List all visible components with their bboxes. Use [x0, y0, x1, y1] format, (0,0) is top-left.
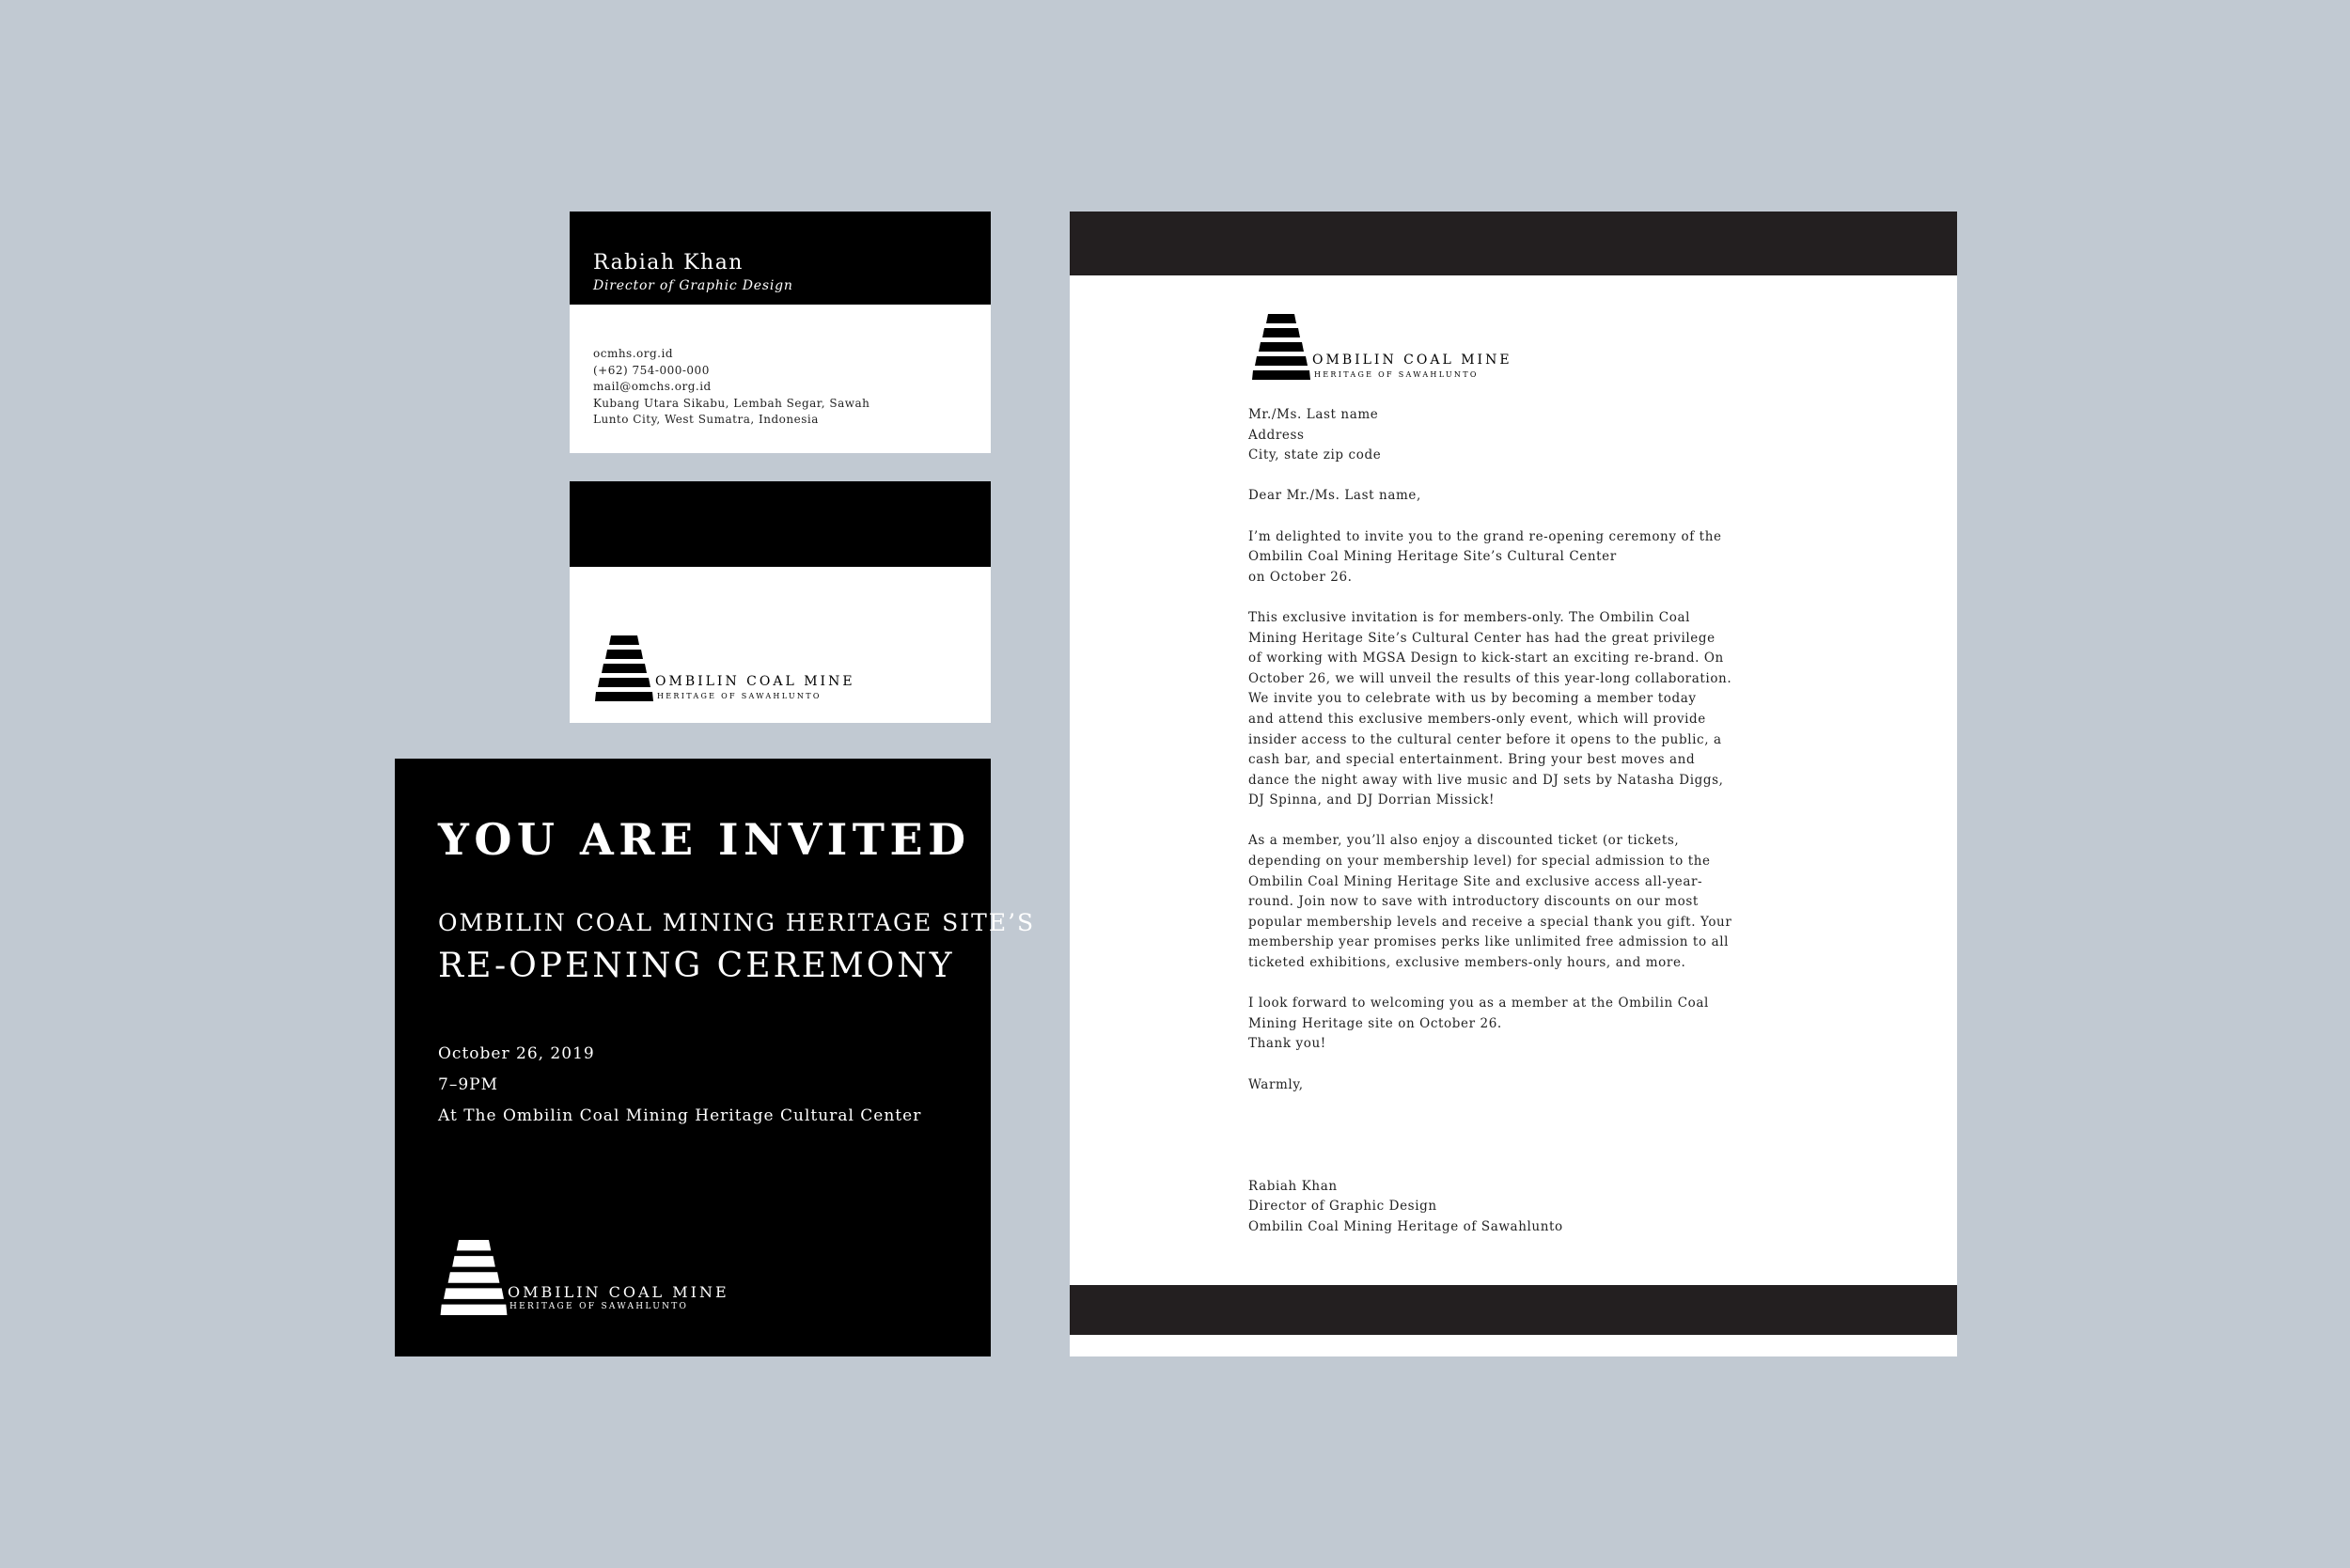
paragraph-line: depending on your membership level) for special admission to the — [1248, 854, 1711, 870]
logo-name: OMBILIN COAL MINE — [1312, 353, 1512, 368]
paragraph-line: I look forward to welcoming you as a member at the Ombilin Coal — [1248, 996, 1709, 1011]
card-address-line1: Kubang Utara Sikabu, Lembah Segar, Sawah — [593, 396, 870, 410]
business-card-back — [570, 481, 991, 723]
card-address-line2: Lunto City, West Sumatra, Indonesia — [593, 413, 819, 426]
signature-name: Rabiah Khan — [1248, 1178, 1338, 1194]
letterhead-logo — [1252, 314, 1534, 382]
invitation-venue: At The Ombilin Coal Mining Heritage Cultural Center — [438, 1106, 922, 1125]
letterhead — [1070, 212, 1957, 1356]
paragraph-line: dance the night away with live music and DJ sets by Natasha Diggs, — [1248, 772, 1724, 788]
letter-body — [1248, 405, 1812, 1237]
logo-name: OMBILIN COAL MINE — [655, 674, 855, 689]
paragraph-line: on October 26. — [1248, 569, 1353, 585]
paragraph-line: of working with MGSA Design to kick-start an exciting re-brand. On — [1248, 651, 1724, 666]
card-back-band — [570, 481, 991, 567]
recipient-name: Mr./Ms. Last name — [1248, 407, 1379, 422]
invitation-time: 7–9PM — [438, 1075, 498, 1094]
invitation-logo — [440, 1240, 741, 1315]
paragraph-line: Thank you! — [1248, 1036, 1326, 1052]
paragraph-line: October 26, we will unveil the results of this year-long collaboration. — [1248, 670, 1732, 686]
paragraph-line: DJ Spinna, and DJ Dorrian Missick! — [1248, 792, 1496, 808]
signature-title: Director of Graphic Design — [1248, 1199, 1437, 1215]
invitation-date: October 26, 2019 — [438, 1044, 595, 1063]
paragraph-line: cash bar, and special entertainment. Bring your best moves and — [1248, 752, 1696, 768]
invitation-title: YOU ARE INVITED — [438, 814, 971, 865]
paragraph-line: I’m delighted to invite you to the grand re-opening ceremony of the — [1248, 528, 1722, 544]
card-back-logo — [595, 635, 868, 701]
logo-subtitle: HERITAGE OF SAWAHLUNTO — [657, 692, 822, 700]
mine-logo-icon — [595, 635, 653, 701]
paragraph-line: We invite you to celebrate with us by becoming a member today — [1248, 691, 1697, 707]
signature-organization: Ombilin Coal Mining Heritage of Sawahlunto — [1248, 1218, 1563, 1234]
letterhead-top-band — [1070, 212, 1957, 275]
paragraph-line: round. Join now to save with introductory discounts on our most — [1248, 894, 1699, 910]
recipient-city: City, state zip code — [1248, 447, 1382, 463]
card-phone: (+62) 754-000-000 — [593, 363, 710, 377]
paragraph-line: popular membership levels and receive a special thank you gift. Your — [1248, 914, 1732, 930]
card-email: mail@omchs.org.id — [593, 380, 712, 393]
mine-logo-icon — [440, 1240, 508, 1315]
invitation-details — [438, 1039, 921, 1132]
paragraph-line: Ombilin Coal Mining Heritage Site’s Cultural Center — [1248, 549, 1617, 565]
invitation-subtitle-line2: RE-OPENING CEREMONY — [438, 947, 955, 985]
paragraph-line: Mining Heritage site on October 26. — [1248, 1015, 1502, 1031]
paragraph-line: membership year promises perks like unlimited free admission to all — [1248, 934, 1730, 950]
card-website: ocmhs.org.id — [593, 347, 674, 360]
logo-name: OMBILIN COAL MINE — [508, 1283, 729, 1301]
card-title: Director of Graphic Design — [593, 278, 793, 293]
paragraph-line: and attend this exclusive members-only event, which will provide — [1248, 711, 1706, 727]
logo-subtitle: HERITAGE OF SAWAHLUNTO — [1314, 370, 1479, 379]
business-card-front — [570, 212, 991, 453]
closing: Warmly, — [1248, 1076, 1304, 1092]
paragraph-line: This exclusive invitation is for members-only. The Ombilin Coal — [1248, 609, 1691, 625]
salutation: Dear Mr./Ms. Last name, — [1248, 488, 1421, 504]
card-contact-info — [593, 346, 870, 429]
invitation-subtitle-line1: OMBILIN COAL MINING HERITAGE SITE’S — [438, 909, 1036, 936]
invitation-card — [395, 759, 1036, 1356]
paragraph-line: insider access to the cultural center before it opens to the public, a — [1248, 731, 1722, 747]
letterhead-bottom-band — [1070, 1285, 1957, 1335]
paragraph-line: Ombilin Coal Mining Heritage Site and exclusive access all-year- — [1248, 873, 1703, 889]
logo-subtitle: HERITAGE OF SAWAHLUNTO — [509, 1302, 689, 1311]
mine-logo-icon — [1252, 314, 1310, 380]
paragraph-line: As a member, you’ll also enjoy a discounted ticket (or tickets, — [1248, 833, 1680, 849]
paragraph-line: Mining Heritage Site’s Cultural Center has had the great privilege — [1248, 630, 1716, 646]
paragraph-line: ticketed exhibitions, exclusive members-only hours, and more. — [1248, 955, 1686, 971]
recipient-address: Address — [1248, 427, 1305, 443]
card-name: Rabiah Khan — [593, 251, 744, 274]
